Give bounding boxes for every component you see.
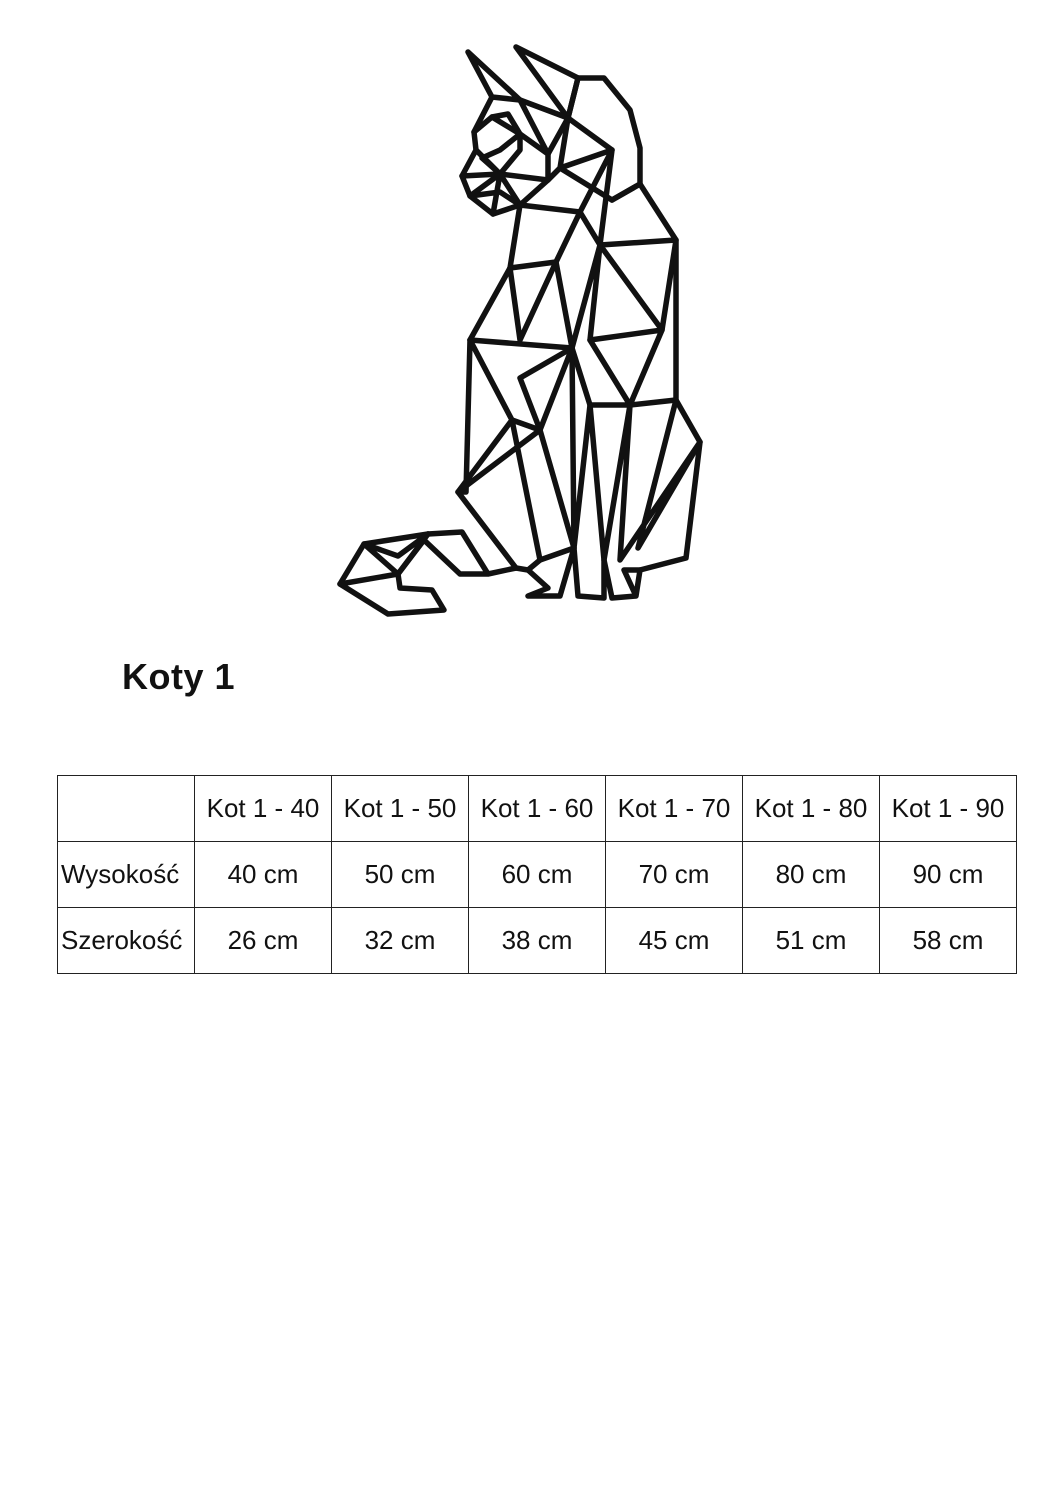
table-cell: 38 cm [469,908,606,974]
table-header-cell: Kot 1 - 60 [469,776,606,842]
table-cell: 80 cm [743,842,880,908]
table-cell: 70 cm [606,842,743,908]
cat-body-lines-1 [510,245,676,405]
cat-ear-left [468,52,520,100]
table-cell: 60 cm [469,842,606,908]
table-cell: 32 cm [332,908,469,974]
table-cell: 90 cm [880,842,1017,908]
table-header-cell: Kot 1 - 90 [880,776,1017,842]
table-header-cell: Kot 1 - 80 [743,776,880,842]
page-title: Koty 1 [122,656,236,697]
row-label: Wysokość [58,842,195,908]
cat-neck-back [600,184,676,330]
table-cell: 40 cm [195,842,332,908]
row-label: Szerokość [58,908,195,974]
cat-face-inner [474,117,548,180]
table-header-cell: Kot 1 - 40 [195,776,332,842]
table-cell: 51 cm [743,908,880,974]
size-table [57,775,1017,974]
table-cell: 26 cm [195,908,332,974]
table-cell: 45 cm [606,908,743,974]
geometric-cat-icon [0,0,1058,640]
table-header-empty [58,776,195,842]
table-header-row [58,776,1017,842]
table-row [58,908,1017,974]
table-cell: 50 cm [332,842,469,908]
table-cell: 58 cm [880,908,1017,974]
cat-body-lines-3 [458,340,574,560]
cat-body-lines-4 [572,348,700,560]
table-header-cell: Kot 1 - 50 [332,776,469,842]
table-header-cell: Kot 1 - 70 [606,776,743,842]
cat-chest [458,268,516,568]
cat-paw-edge [516,560,540,570]
table-row [58,842,1017,908]
